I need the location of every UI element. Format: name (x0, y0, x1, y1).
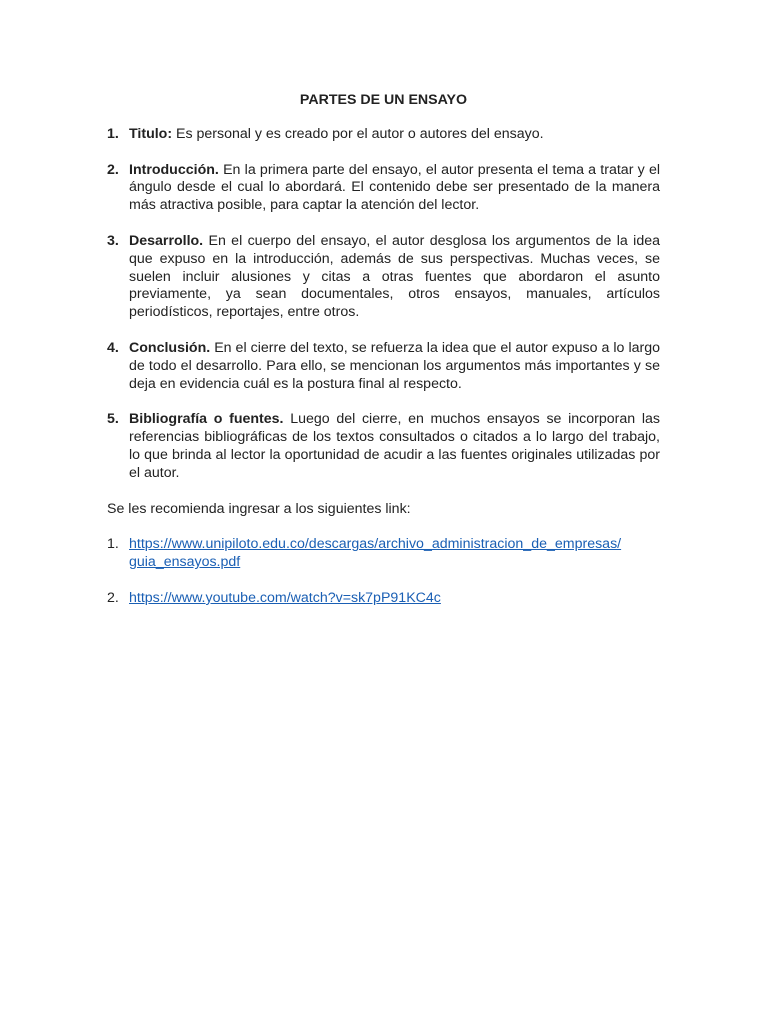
document-page (107, 92, 660, 626)
link-line-1[interactable]: https://www.unipiloto.edu.co/descargas/archivo_administracion_de_empresas/ (129, 536, 622, 553)
list-item-number: 3. (107, 232, 119, 249)
links-list (107, 536, 660, 607)
link-item (107, 536, 660, 572)
list-item-body: En la primera parte del ensayo, el autor presenta el tema a tratar y el ángulo desde el cual lo abordará. El contenido debe ser presentado de la manera más atractiva posible, para captar la atención del lector. (129, 161, 660, 214)
list-item-text (129, 340, 660, 393)
list-item-text (129, 411, 660, 482)
list-item-number: 4. (107, 339, 119, 356)
list-item-heading: Introducción. (129, 161, 219, 178)
unipiloto-guide-link[interactable] (129, 536, 621, 570)
document-title: PARTES DE UN ENSAYO (299, 92, 468, 108)
list-item (107, 340, 660, 393)
link-item-number: 2. (107, 589, 119, 606)
list-item-number: 5. (107, 411, 119, 428)
list-item-number: 2. (107, 161, 119, 178)
list-item-body: Es personal y es creado por el autor o autores del ensayo. (172, 125, 544, 142)
link-item (107, 590, 660, 608)
link-item-text (129, 536, 660, 572)
youtube-video-link[interactable]: https://www.youtube.com/watch?v=sk7pP91KC4c (129, 589, 441, 606)
list-item-body: En el cuerpo del ensayo, el autor desglosa los argumentos de la idea que expuso en la introducción, además de sus perspectivas. Muchas veces, se suelen incluir alusiones y citas a otras fuentes que abordaron el asunto previamente, ya sean documentales, otros ensayos, manuales, artículos periodísticos, reportajes, entre otros. (129, 232, 660, 321)
list-item (107, 411, 660, 482)
list-item (107, 233, 660, 322)
list-item-text (129, 233, 660, 322)
link-item-number: 1. (107, 536, 119, 553)
list-item-heading: Desarrollo. (129, 232, 204, 249)
list-item (107, 162, 660, 215)
link-item-text (129, 590, 660, 608)
list-item-number: 1. (107, 125, 119, 142)
list-item-text (129, 162, 660, 215)
list-item-heading: Bibliografía o fuentes. (129, 411, 284, 428)
list-item-heading: Conclusión. (129, 339, 211, 356)
list-item-text (129, 126, 660, 144)
parts-list (107, 126, 660, 483)
recommendation-text: Se les recomienda ingresar a los siguientes link: (107, 500, 411, 517)
link-line-2[interactable]: guia_ensayos.pdf (129, 554, 241, 571)
list-item-body: En el cierre del texto, se refuerza la idea que el autor expuso a lo largo de todo el desarrollo. Para ello, se mencionan los argumentos más importantes y se deja en evidencia cuál es la postura final al respecto. (129, 339, 660, 392)
list-item-body: Luego del cierre, en muchos ensayos se incorporan las referencias bibliográficas de los textos consultados o citados a lo largo del trabajo, lo que brinda al lector la oportunidad de acudir a las fuentes originales utilizadas por el autor. (129, 411, 660, 481)
list-item (107, 126, 660, 144)
list-item-heading: Titulo: (129, 125, 173, 142)
